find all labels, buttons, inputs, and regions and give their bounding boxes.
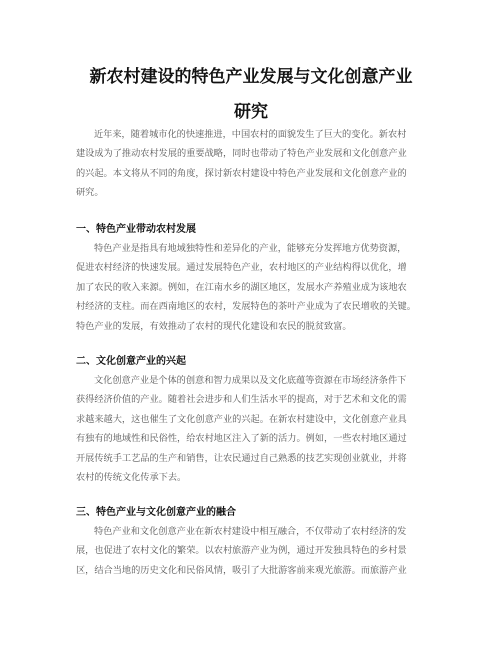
paragraph-line: 展，也促进了农村文化的繁荣。以农村旅游产业为例，通过开发独具特色的乡村景 [76,545,407,557]
paragraph-line: 特色产业是指具有地域独特性和差异化的产业，能够充分发挥地方优势资源， [94,243,407,254]
paragraph-line: 开展传统手工艺品的生产和销售，让农民通过自己熟悉的技艺实现创业就业，并将 [76,452,407,464]
paragraph-line: 获得经济价值的产业。随着社会进步和人们生活水平的提高，对于艺术和文化的需 [76,394,407,406]
section-3-paragraph [76,522,436,580]
paragraph-line: 文化创意产业是个体的创意和智力成果以及文化底蕴等资源在市场经济条件下 [94,375,407,386]
section-heading-2: 二、文化创意产业的兴起 [76,356,186,367]
section-2-paragraph [76,371,436,487]
paragraph-line: 研究。 [76,187,104,199]
paragraph-line: 近年来，随着城市化的快速推进，中国农村的面貌发生了巨大的变化。新农村 [94,129,407,140]
paragraph-line: 建设成为了推动农村发展的重要战略，同时也带动了特色产业发展和文化创意产业 [76,148,407,160]
paragraph-line: 加了农民的收入来源。例如，在江南水乡的湖区地区，发展水产养殖业成为该地农 [76,281,407,293]
paragraph-line: 有独有的地域性和民俗性，给农村地区注入了新的活力。例如，一些农村地区通过 [76,433,407,445]
paragraph-line: 的兴起。本文将从不同的角度，探讨新农村建设中特色产业发展和文化创意产业的 [76,167,407,179]
section-heading-1: 一、特色产业带动农村发展 [76,224,196,235]
intro-paragraph [76,125,436,203]
document-title-line-2: 研究 [234,102,268,122]
paragraph-line: 促进农村经济的快速发展。通过发展特色产业，农村地区的产业结构得以优化，增 [76,262,407,274]
paragraph-line: 特色产业和文化创意产业在新农村建设中相互融合，不仅带动了农村经济的发 [94,526,407,537]
paragraph-line: 区，结合当地的历史文化和民俗风情，吸引了大批游客前来观光旅游。而旅游产业 [76,564,407,576]
section-heading-3: 三、特色产业与文化创意产业的融合 [76,507,236,518]
paragraph-line: 求越来越大，这也催生了文化创意产业的兴起。在新农村建设中，文化创意产业具 [76,413,407,425]
paragraph-line: 特色产业的发展，有效推动了农村的现代化建设和农民的脱贫致富。 [76,320,352,332]
paragraph-line: 村经济的支柱。而在西南地区的农村，发展特色的茶叶产业成为了农民增收的关键。 [76,301,416,313]
document-title-line-1: 新农村建设的特色产业发展与文化创意产业 [89,67,413,87]
paragraph-line: 农村的传统文化传承下去。 [76,472,187,484]
section-1-paragraph [76,239,436,336]
